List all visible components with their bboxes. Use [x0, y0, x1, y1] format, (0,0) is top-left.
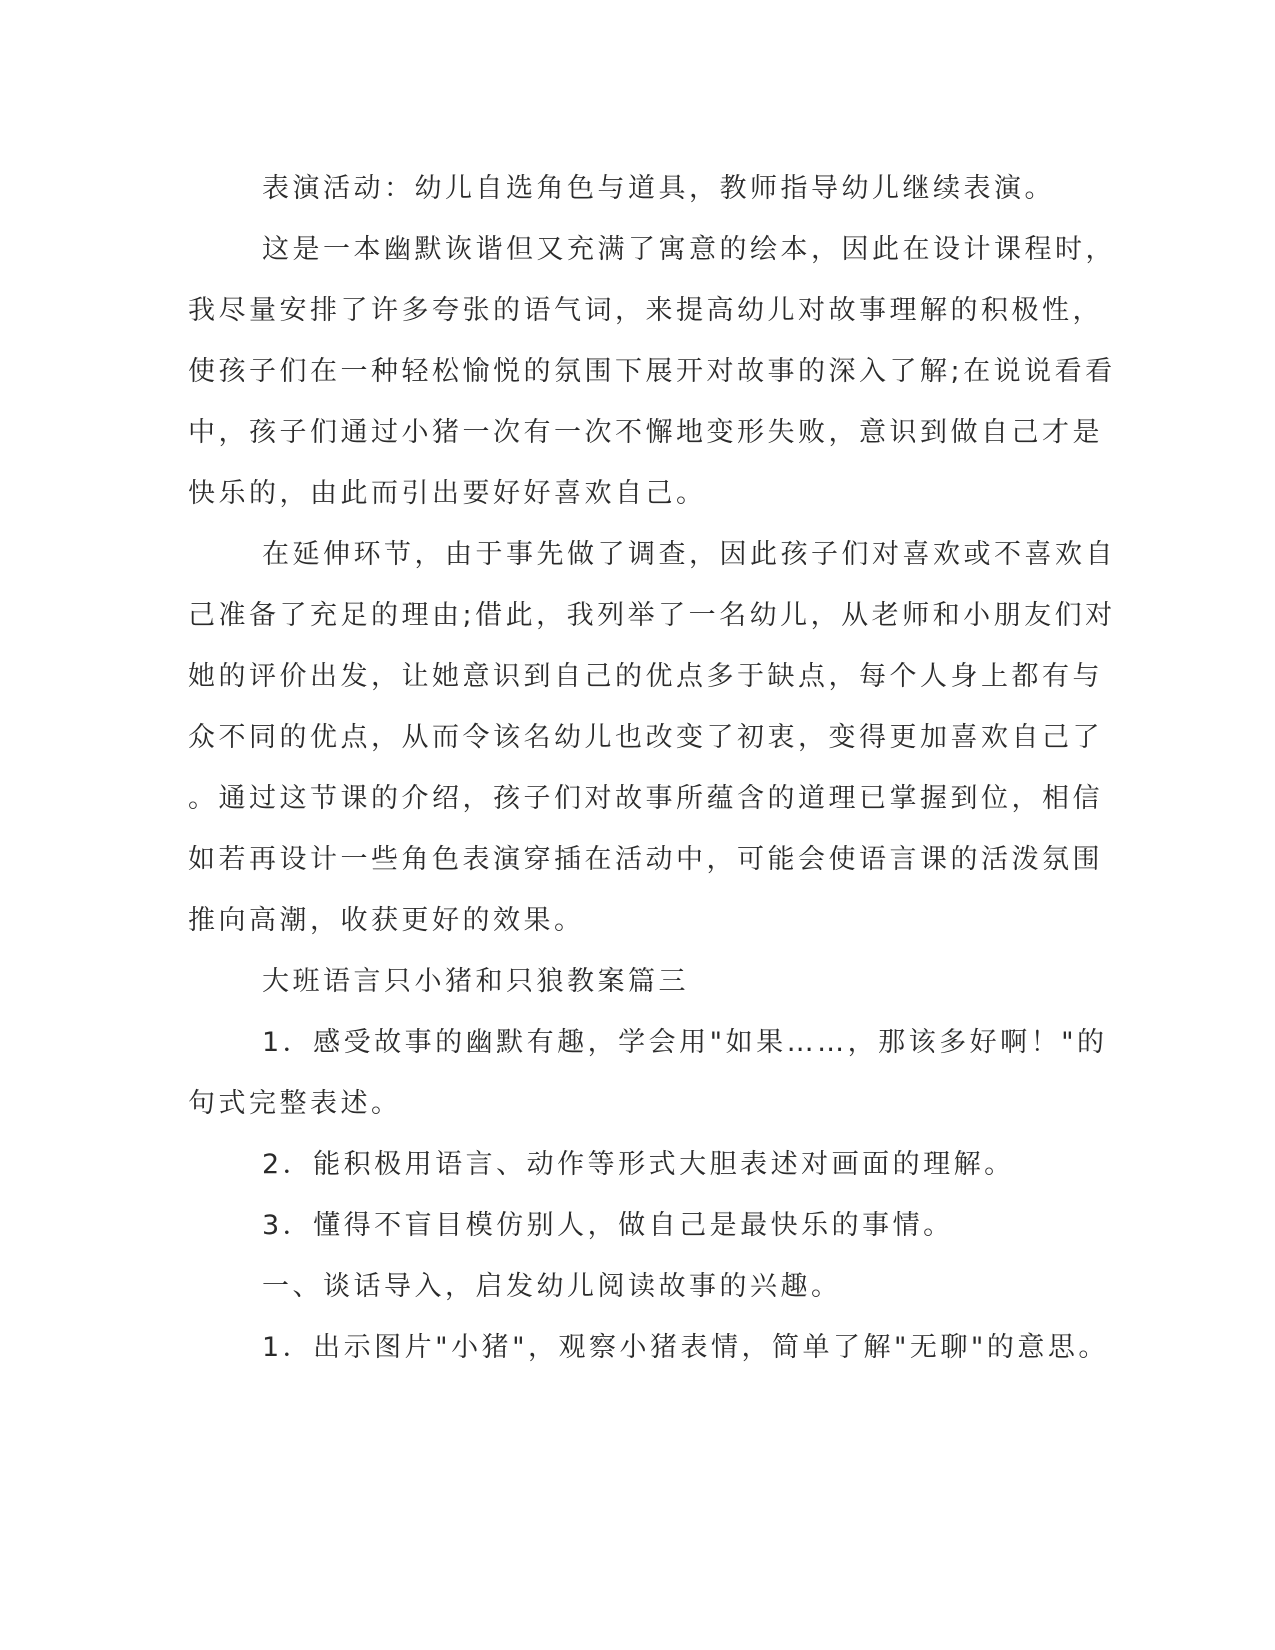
- paragraph-performance-activity: [188, 158, 1068, 219]
- goal-item-2: [188, 1134, 1068, 1195]
- text-line: 。通过这节课的介绍，孩子们对故事所蕴含的道理已掌握到位，相信: [188, 783, 1103, 814]
- text-line: 如若再设计一些角色表演穿插在活动中，可能会使语言课的活泼氛围: [188, 844, 1103, 875]
- goal-item-1: [188, 1012, 1108, 1134]
- text-line: 1．感受故事的幽默有趣，学会用"如果……，那该多好啊！"的: [262, 1027, 1108, 1058]
- text-line: 大班语言只小猪和只狼教案篇三: [262, 966, 689, 997]
- text-line: 己准备了充足的理由;借此，我列举了一名幼儿，从老师和小朋友们对: [188, 600, 1116, 631]
- text-line: 使孩子们在一种轻松愉悦的氛围下展开对故事的深入了解;在说说看看: [188, 356, 1116, 387]
- text-line: 一、谈话导入，启发幼儿阅读故事的兴趣。: [262, 1271, 842, 1302]
- paragraph-reflection: [188, 219, 1116, 524]
- text-line: 在延伸环节，由于事先做了调查，因此孩子们对喜欢或不喜欢自: [262, 539, 1116, 570]
- text-line: 众不同的优点，从而令该名幼儿也改变了初衷，变得更加喜欢自己了: [188, 722, 1103, 753]
- text-line: 这是一本幽默诙谐但又充满了寓意的绘本，因此在设计课程时，: [262, 234, 1116, 265]
- paragraph-extension: [188, 524, 1116, 951]
- text-line: 快乐的，由此而引出要好好喜欢自己。: [188, 478, 707, 509]
- text-line: 3．懂得不盲目模仿别人，做自己是最快乐的事情。: [262, 1210, 954, 1241]
- step-heading-1: [188, 1256, 1068, 1317]
- document-body: [188, 158, 1116, 1378]
- text-line: 推向高潮，收获更好的效果。: [188, 905, 585, 936]
- text-line: 她的评价出发，让她意识到自己的优点多于缺点，每个人身上都有与: [188, 661, 1103, 692]
- goal-item-3: [188, 1195, 1068, 1256]
- text-line: 句式完整表述。: [188, 1088, 402, 1119]
- step-item-1: [188, 1317, 1109, 1378]
- text-line: 1．出示图片"小猪"，观察小猪表情，简单了解"无聊"的意思。: [262, 1332, 1109, 1363]
- section-heading: [188, 951, 1068, 1012]
- text-line: 表演活动：幼儿自选角色与道具，教师指导幼儿继续表演。: [262, 173, 1055, 204]
- text-line: 2．能积极用语言、动作等形式大胆表述对画面的理解。: [262, 1149, 1015, 1180]
- text-line: 中，孩子们通过小猪一次有一次不懈地变形失败，意识到做自己才是: [188, 417, 1103, 448]
- text-line: 我尽量安排了许多夸张的语气词，来提高幼儿对故事理解的积极性，: [188, 295, 1103, 326]
